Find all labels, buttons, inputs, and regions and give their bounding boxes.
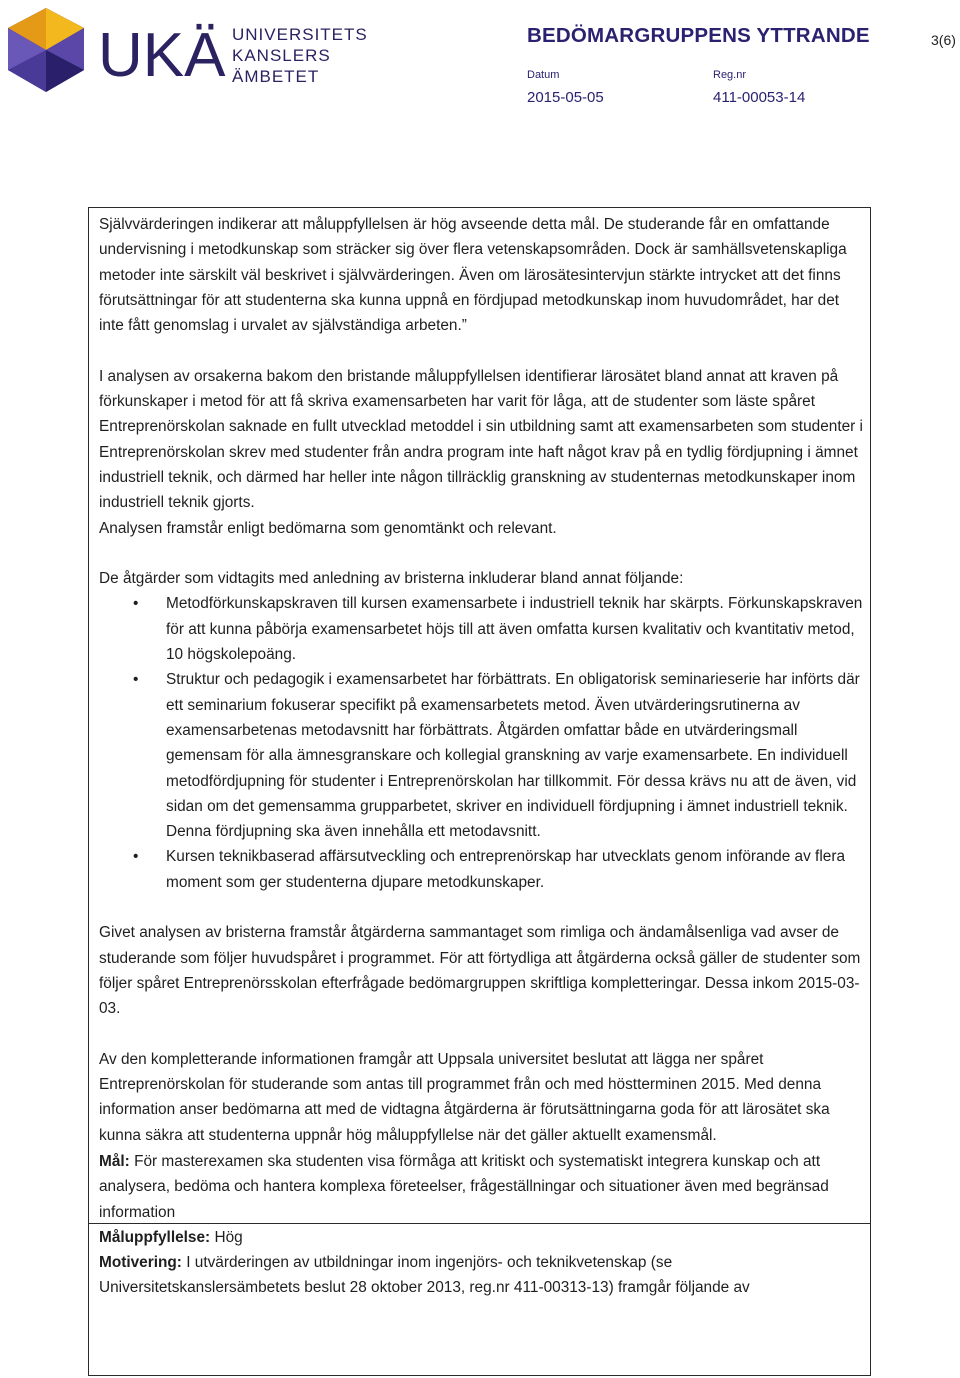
bullet-icon: •	[133, 848, 139, 866]
date-label: Datum	[527, 69, 560, 81]
goal-motivation	[99, 1250, 867, 1301]
list-item: • Struktur och pedagogik i examensarbetet har förbättrats. En obligatorisk seminarieserie har införts där ett seminarium fokuserar specifikt på examensarbetets metod. Även utvärderingsrutinerna av examensarbetenas metodavsnitt har förbättrats. Åtgärden omfattar både en utvärderingsmall gemensam för alla ämnesgranskare och kollegial granskning av varje examensarbete. En individuell metodfördjupning för studenter i Entreprenörskolan har tillkommit. För dessa krävs nu att de även, vid sidan om det gemensamma grupparbetet, skriver en individuell fördjupning i ämnet industriell teknik. Denna fördjupning ska även innehålla ett metodavsnitt.	[99, 667, 867, 844]
paragraph-analysis-verdict: Analysen framstår enligt bedömarna som genomtänkt och relevant.	[99, 519, 557, 537]
fulfilment-value: Hög	[210, 1228, 243, 1246]
document-body	[99, 212, 867, 1301]
list-item: • Metodförkunskapskraven till kursen examensarbete i industriell teknik har skärpts. Förkunskapskraven för att kunna påbörja examensarbetet höjs till att även omfatta kursen kvalitativ och kvantitativ metod, 10 högskolepoäng.	[99, 591, 867, 667]
fulfilment-label: Måluppfyllelse:	[99, 1228, 211, 1246]
svg-text:KANSLERS: KANSLERS	[232, 46, 331, 65]
list-item: • Kursen teknikbaserad affärsutveckling och entreprenörskap har utvecklats genom införande av flera moment som ger studenterna djupare metodkunskaper.	[99, 844, 867, 895]
regnr-value: 411-00053-14	[713, 89, 806, 106]
bullet-icon: •	[133, 595, 139, 613]
svg-text:UNIVERSITETS: UNIVERSITETS	[232, 25, 368, 44]
goal-label: Mål:	[99, 1152, 130, 1170]
regnr-label: Reg.nr	[713, 69, 747, 81]
measures-list	[99, 591, 867, 895]
page-number: 3(6)	[931, 32, 956, 48]
date-value: 2015-05-05	[527, 89, 604, 106]
svg-text:ÄMBETET: ÄMBETET	[232, 67, 320, 86]
document-title: BEDÖMARGRUPPENS YTTRANDE	[527, 24, 870, 47]
paragraph-conclusion: Av den kompletterande informationen framgår att Uppsala universitet beslutat att lägga ner spåret Entreprenörskolan för studerande som antas till programmet från och med höstterminen 2015. Med denna information anser bedömarna att med de vidtagna åtgärderna är förutsättningarna goda för att lärosätet ska kunna säkra att studenterna uppnår hög måluppfyllelse när det gäller aktuellt examensmål.	[99, 1050, 830, 1144]
measures-intro: De åtgärder som vidtagits med anledning av bristerna inkluderar bland annat följande:	[99, 570, 684, 588]
motivation-text: I utvärderingen av utbildningar inom ingenjörs- och teknikvetenskap (se Universitetskanslersämbetets beslut 28 oktober 2013, reg.nr 411-00313-13) framgår följande av	[99, 1254, 750, 1297]
paragraph-self-evaluation: Självvärderingen indikerar att måluppfyllelsen är hög avseende detta mål. De studerande får en omfattande undervisning i metodkunskap som sträcker sig över flera vetenskapsområden. Dock är samhällsvetenskapliga metoder inte särskilt väl beskrivet i självvärderingen. Även om lärosätesintervjun stärkte intrycket att det finns förutsättningar för att studenterna ska kunna uppnå en fördjupad metodkunskap inom huvudområdet, har det inte fått genomslag i urvalet av självständiga arbeten.”	[99, 216, 847, 335]
goal-block	[99, 1149, 867, 1301]
motivation-label: Motivering:	[99, 1254, 182, 1272]
bullet-icon: •	[133, 671, 139, 689]
uka-logo	[4, 6, 368, 94]
svg-text:UKÄ: UKÄ	[98, 21, 226, 90]
goal-text: För masterexamen ska studenten visa förmåga att kritiskt och systematiskt integrera kunskap och att analysera, bedöma och hantera komplexa företeelser, frågeställningar och situationer även med begränsad information	[99, 1152, 829, 1221]
paragraph-analysis: I analysen av orsakerna bakom den bristande måluppfyllelsen identifierar lärosätet bland annat att kraven på förkunskaper i metod för att få skriva examensarbeten har varit för låga, att de studenter som läste spåret Entreprenörskolan saknade en fullt utvecklad metoddel i sin utbildning samt att examensarbeten som studenter i Entreprenörskolan skrev med studenter från andra program inte haft något krav på en tydlig fördjupning i ämnet industriell teknik, och därmed har heller inte någon tillräcklig granskning av studenternas metodkunskaper inom industriell teknik gjorts.	[99, 367, 863, 512]
goal-fulfilment	[99, 1225, 867, 1250]
paragraph-completion-request: Givet analysen av bristerna framstår åtgärderna sammantaget som rimliga och ändamålsenliga vad avser de studerande som följer huvudspåret i programmet. För att förtydliga att åtgärderna också gäller de studenter som följer spåret Entreprenörsskolan efterfrågade bedömargruppen skriftliga kompletteringar. Dessa inkom 2015-03-03.	[99, 924, 861, 1018]
goal-statement	[99, 1149, 867, 1225]
